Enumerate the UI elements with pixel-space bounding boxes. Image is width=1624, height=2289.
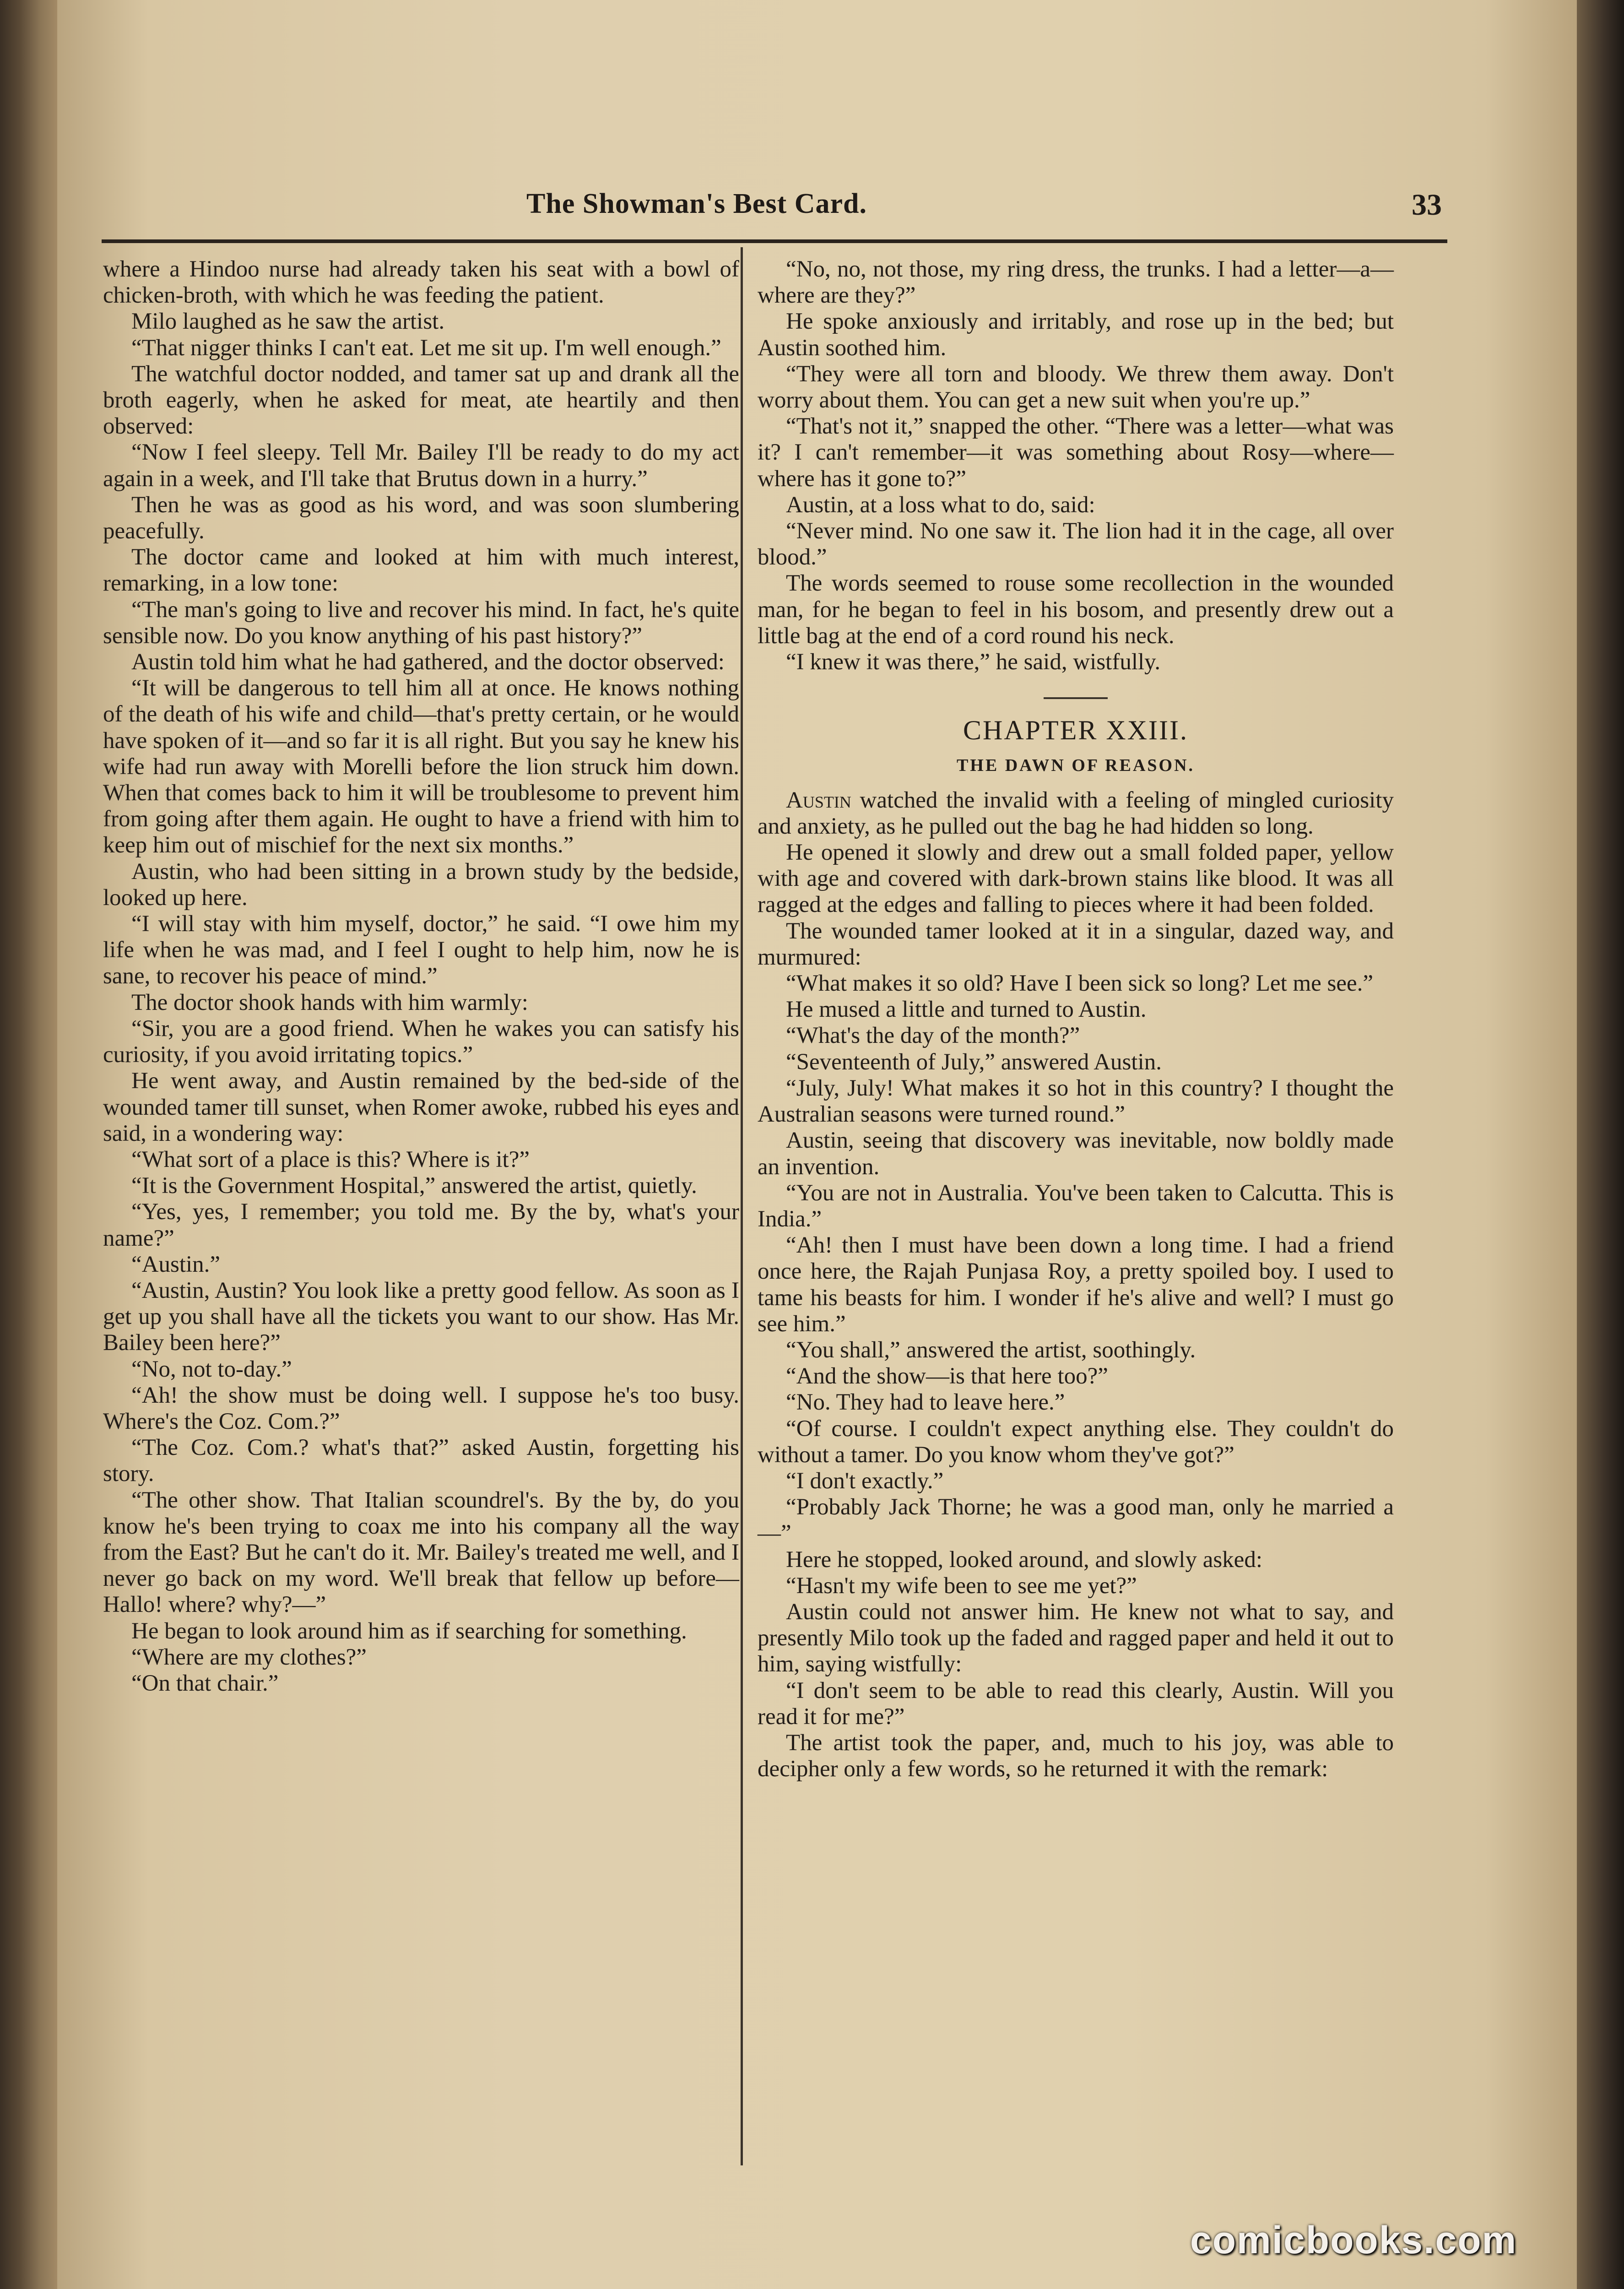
- paragraph: “Probably Jack Thorne; he was a good man, only he married a—”: [758, 1494, 1394, 1546]
- watermark-logo: comicbooks.com: [1190, 2218, 1517, 2262]
- paragraph: “Austin, Austin? You look like a pretty good fellow. As soon as I get up you shall have all the tickets you want to our show. Has Mr. Bailey been here?”: [103, 1277, 739, 1356]
- paragraph: “What sort of a place is this? Where is it?”: [131, 1146, 530, 1172]
- right-column-top: [758, 256, 1394, 675]
- right-column-bottom: [758, 840, 1394, 1782]
- paragraph: “No, not to-day.”: [131, 1356, 292, 1382]
- paragraph: Austin, at a loss what to do, said:: [786, 492, 1095, 518]
- chapter-title: CHAPTER XXIII.: [963, 715, 1188, 746]
- paragraph: “Of course. I couldn't expect anything else. They couldn't do without a tamer. Do you know whom they've got?”: [758, 1416, 1394, 1468]
- paragraph: The doctor shook hands with him warmly:: [131, 989, 528, 1015]
- paragraph: “Now I feel sleepy. Tell Mr. Bailey I'll be ready to do my act again in a week, and I'll take that Brutus down in a hurry.”: [103, 439, 739, 492]
- running-title: The Showman's Best Card.: [526, 188, 867, 219]
- chapter-opening-smallcaps: Austin: [786, 787, 851, 813]
- paragraph: where a Hindoo nurse had already taken his seat with a bowl of chicken-broth, with which he was feeding the patient.: [103, 256, 739, 309]
- chapter-subtitle: THE DAWN OF REASON.: [956, 756, 1195, 776]
- chapter-opening-text: watched the invalid with a feeling of mingled curiosity and anxiety, as he pulled out the bag he had hidden so long.: [758, 787, 1394, 839]
- paragraph: “On that chair.”: [131, 1670, 279, 1696]
- paragraph: “Ah! then I must have been down a long time. I had a friend once here, the Rajah Punjasa Roy, a pretty spoiled boy. I used to tame his beasts for him. I wonder if he's alive and well? I must go see him.”: [758, 1232, 1394, 1337]
- paragraph: “Austin.”: [131, 1251, 221, 1277]
- paragraph: “Sir, you are a good friend. When he wakes you can satisfy his curiosity, if you avoid irritating topics.”: [103, 1015, 739, 1068]
- paragraph: “They were all torn and bloody. We threw them away. Don't worry about them. You can get a new suit when you're up.”: [758, 361, 1394, 413]
- paragraph: “You shall,” answered the artist, soothingly.: [786, 1337, 1196, 1363]
- paragraph: “It is the Government Hospital,” answered the artist, quietly.: [131, 1173, 697, 1199]
- chapter-opening-paragraph: [758, 787, 1394, 840]
- paragraph: Austin could not answer him. He knew not what to say, and presently Milo took up the faded and ragged paper and held it out to him, saying wistfully:: [758, 1599, 1394, 1677]
- paragraph: “The other show. That Italian scoundrel's. By the by, do you know he's been trying to coax me into his company all the way from the East? But he can't do it. Mr. Bailey's treated me well, and I never go back on my word. We'll break that fellow up before— Hallo! where? why?—”: [103, 1487, 739, 1618]
- paragraph: “That nigger thinks I can't eat. Let me sit up. I'm well enough.”: [131, 335, 721, 361]
- paragraph: “Seventeenth of July,” answered Austin.: [786, 1049, 1162, 1075]
- paragraph: Here he stopped, looked around, and slowly asked:: [786, 1546, 1262, 1573]
- paragraph: “And the show—is that here too?”: [786, 1363, 1108, 1389]
- paragraph: “I don't exactly.”: [786, 1468, 944, 1494]
- paragraph: “What's the day of the month?”: [786, 1023, 1080, 1049]
- paragraph: “Ah! the show must be doing well. I suppose he's too busy. Where's the Coz. Com.?”: [103, 1382, 739, 1434]
- paragraph: “What makes it so old? Have I been sick so long? Let me see.”: [786, 971, 1374, 997]
- paragraph: “Never mind. No one saw it. The lion had it in the cage, all over blood.”: [758, 518, 1394, 570]
- paragraph: Austin told him what he had gathered, and the doctor observed:: [131, 649, 725, 675]
- right-column: [758, 256, 1394, 1782]
- paragraph: “It will be dangerous to tell him all at once. He knows nothing of the death of his wife and child—that's pretty certain, or he would have spoken of it—and so far it is all right. But you say he knew his wife had run away with Morelli before the lion struck him down. When that comes back to him it will be troublesome to prevent him from going after them again. He ought to have a friend with him to keep him out of mischief for the next six months.”: [103, 675, 739, 858]
- paragraph: He began to look around him as if searching for something.: [131, 1618, 687, 1644]
- paragraph: “July, July! What makes it so hot in this country? I thought the Australian seasons were turned round.”: [758, 1075, 1394, 1128]
- paragraph: The words seemed to rouse some recollection in the wounded man, for he began to feel in his bosom, and presently drew out a little bag at the end of a cord round his neck.: [758, 570, 1394, 649]
- paragraph: “I will stay with him myself, doctor,” he said. “I owe him my life when he was mad, and I feel I ought to help him, now he is sane, to recover his peace of mind.”: [103, 911, 739, 989]
- paragraph: He went away, and Austin remained by the bed-side of the wounded tamer till sunset, when Romer awoke, rubbed his eyes and said, in a wondering way:: [103, 1068, 739, 1146]
- paragraph: “You are not in Australia. You've been taken to Calcutta. This is India.”: [758, 1180, 1394, 1232]
- paragraph: Austin, who had been sitting in a brown study by the bedside, looked up here.: [103, 858, 739, 911]
- paragraph: “I don't seem to be able to read this clearly, Austin. Will you read it for me?”: [758, 1677, 1394, 1730]
- paragraph: Milo laughed as he saw the artist.: [131, 309, 445, 335]
- paragraph: Then he was as good as his word, and was soon slumbering peacefully.: [103, 492, 739, 544]
- page-edge-shadow: [1577, 0, 1624, 2289]
- paragraph: The doctor came and looked at him with much interest, remarking, in a low tone:: [103, 544, 739, 597]
- paragraph: “That's not it,” snapped the other. “There was a letter—what was it? I can't remember—it was something about Rosy—where—where has it gone to?”: [758, 413, 1394, 492]
- paragraph: He spoke anxiously and irritably, and rose up in the bed; but Austin soothed him.: [758, 309, 1394, 361]
- chapter-rule: [1044, 697, 1108, 699]
- paragraph: The watchful doctor nodded, and tamer sat up and drank all the broth eagerly, when he asked for meat, ate heartily and then observed:: [103, 361, 739, 439]
- paragraph: Austin, seeing that discovery was inevitable, now boldly made an invention.: [758, 1128, 1394, 1180]
- paragraph: The wounded tamer looked at it in a singular, dazed way, and murmured:: [758, 918, 1394, 970]
- column-divider: [741, 247, 743, 2165]
- paragraph: “No. They had to leave here.”: [786, 1389, 1065, 1416]
- paragraph: “Hasn't my wife been to see me yet?”: [786, 1573, 1137, 1599]
- paragraph: He mused a little and turned to Austin.: [786, 997, 1147, 1023]
- paragraph: “Yes, yes, I remember; you told me. By the by, what's your name?”: [103, 1199, 739, 1251]
- paragraph: “Where are my clothes?”: [131, 1644, 367, 1670]
- paragraph: The artist took the paper, and, much to his joy, was able to decipher only a few words, so he returned it with the remark:: [758, 1730, 1394, 1782]
- left-column: [103, 256, 739, 1697]
- header-rule: [102, 239, 1447, 243]
- book-spine: [0, 0, 57, 2289]
- paragraph: “I knew it was there,” he said, wistfully.: [786, 649, 1161, 675]
- running-head: [105, 184, 1442, 234]
- chapter-heading: [758, 697, 1394, 779]
- paragraph: “The man's going to live and recover his mind. In fact, he's quite sensible now. Do you know anything of his past history?”: [103, 597, 739, 649]
- paragraph: “The Coz. Com.? what's that?” asked Austin, forgetting his story.: [103, 1435, 739, 1487]
- paragraph: He opened it slowly and drew out a small folded paper, yellow with age and covered with dark-brown stains like blood. It was all ragged at the edges and falling to pieces where it had been folded.: [758, 840, 1394, 918]
- paragraph: “No, no, not those, my ring dress, the trunks. I had a letter—a—where are they?”: [758, 256, 1394, 309]
- page-number: 33: [1412, 188, 1442, 222]
